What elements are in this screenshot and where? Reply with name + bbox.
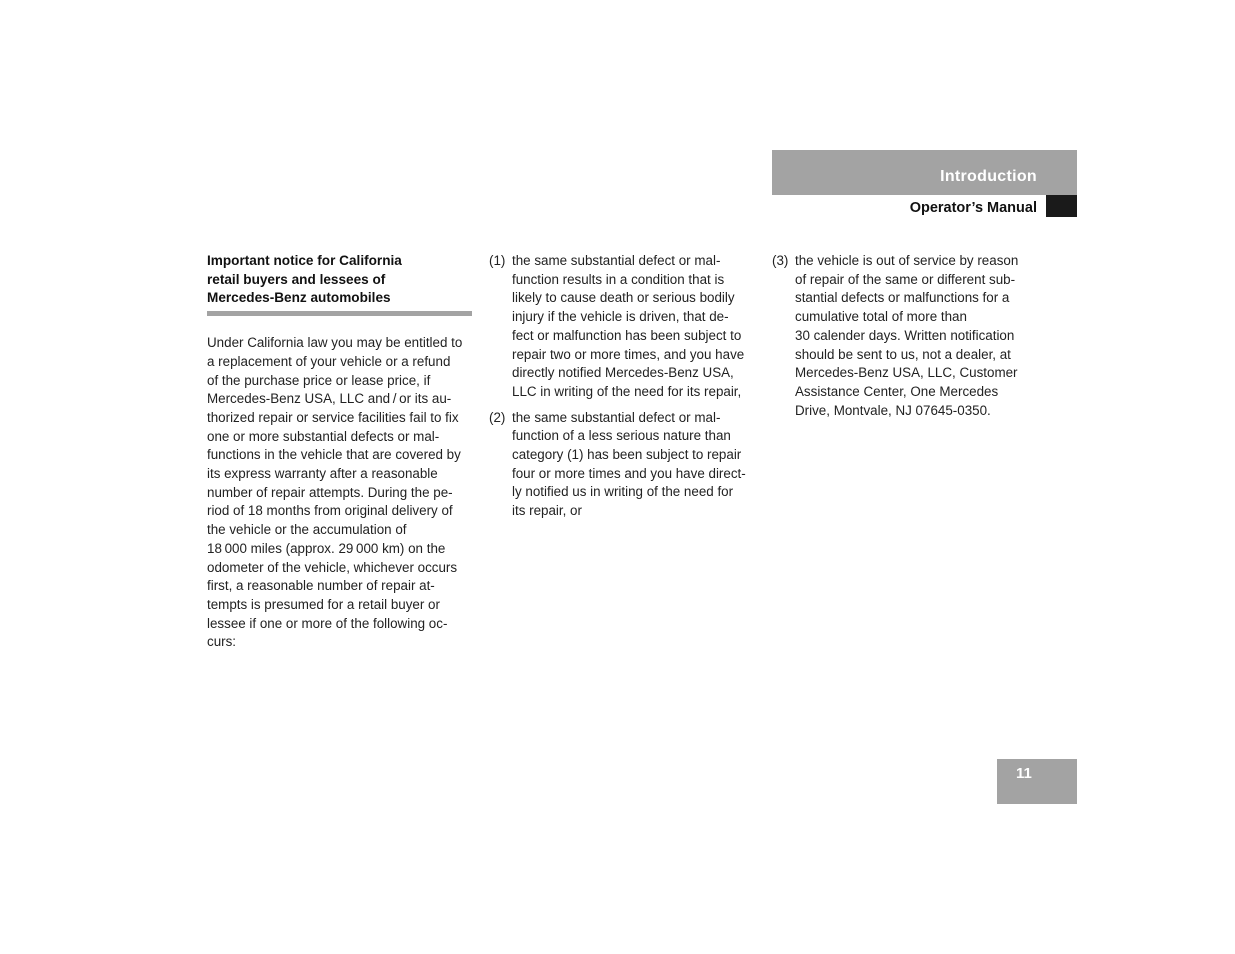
condition-line: 30 calender days. Written notification	[795, 327, 1015, 343]
subsection-header	[772, 195, 1077, 217]
condition-line: fect or malfunction has been subject to	[512, 327, 742, 343]
condition-number: (1)	[489, 253, 506, 268]
condition-line: directly notified Mercedes-Benz USA,	[512, 365, 734, 381]
body-line: first, a reasonable number of repair at-	[207, 578, 435, 594]
notice-body	[207, 334, 472, 652]
condition-line: category (1) has been subject to repair	[512, 447, 742, 463]
body-line: a replacement of your vehicle or a refund	[207, 353, 451, 369]
body-line: one or more substantial defects or mal-	[207, 428, 440, 444]
condition-line: Mercedes-Benz USA, LLC, Customer	[795, 365, 1018, 381]
column-notice	[207, 252, 472, 652]
body-line: of the purchase price or lease price, if	[207, 372, 431, 388]
condition-number: (3)	[772, 253, 789, 268]
column-conditions-1-2	[489, 252, 759, 528]
condition-line: its repair, or	[512, 503, 582, 519]
body-line: curs:	[207, 634, 237, 650]
condition-line: of repair of the same or different sub-	[795, 271, 1016, 287]
condition-line: cumulative total of more than	[795, 309, 967, 325]
condition-line: four or more times and you have direct-	[512, 465, 746, 481]
condition-line: the vehicle is out of service by reason	[795, 253, 1019, 268]
condition-line: LLC in writing of the need for its repair,	[512, 383, 742, 399]
condition-line: repair two or more times, and you have	[512, 346, 745, 362]
body-line: functions in the vehicle that are covered by	[207, 447, 461, 463]
condition-line: likely to cause death or serious bodily	[512, 290, 735, 306]
page-number: 11	[1016, 765, 1032, 782]
condition-line: should be sent to us, not a dealer, at	[795, 346, 1011, 362]
section-tab-marker	[1046, 195, 1077, 217]
condition-item-1	[489, 252, 759, 402]
body-line: 18 000 miles (approx. 29 000 km) on the	[207, 540, 446, 556]
notice-heading-line: retail buyers and lessees of	[207, 271, 386, 287]
condition-item-3	[772, 252, 1037, 420]
condition-line: Drive, Montvale, NJ 07645-0350.	[795, 402, 991, 418]
notice-heading-line: Important notice for California	[207, 253, 402, 268]
page-number-box	[997, 759, 1077, 804]
body-line: Under California law you may be entitled to	[207, 335, 463, 351]
condition-text	[512, 409, 746, 521]
condition-line: Assistance Center, One Mercedes	[795, 383, 999, 399]
condition-line: the same substantial defect or mal-	[512, 409, 721, 425]
body-line: thorized repair or service facilities fail to fix	[207, 409, 459, 425]
body-line: number of repair attempts. During the pe-	[207, 484, 453, 500]
body-line: Mercedes-Benz USA, LLC and / or its au-	[207, 391, 452, 407]
condition-line: the same substantial defect or mal-	[512, 253, 721, 268]
condition-line: ly notified us in writing of the need for	[512, 484, 734, 500]
body-line: lessee if one or more of the following oc-	[207, 615, 448, 631]
section-header-band	[772, 150, 1077, 195]
condition-number: (2)	[489, 409, 506, 425]
section-title: Introduction	[940, 168, 1037, 185]
condition-item-2	[489, 409, 759, 521]
condition-line: injury if the vehicle is driven, that de-	[512, 309, 729, 325]
condition-text	[512, 252, 744, 402]
notice-heading	[207, 252, 472, 316]
body-line: riod of 18 months from original delivery of	[207, 503, 453, 519]
body-line: tempts is presumed for a retail buyer or	[207, 596, 440, 612]
condition-line: stantial defects or malfunctions for a	[795, 290, 1010, 306]
notice-heading-line: Mercedes-Benz automobiles	[207, 290, 391, 306]
body-line: its express warranty after a reasonable	[207, 466, 438, 482]
body-line: odometer of the vehicle, whichever occurs	[207, 559, 458, 575]
condition-line: function of a less serious nature than	[512, 428, 731, 444]
subsection-title: Operator’s Manual	[909, 200, 1037, 216]
condition-line: function results in a condition that is	[512, 271, 725, 287]
body-line: the vehicle or the accumulation of	[207, 522, 407, 538]
column-condition-3	[772, 252, 1037, 427]
condition-text	[795, 252, 1018, 420]
